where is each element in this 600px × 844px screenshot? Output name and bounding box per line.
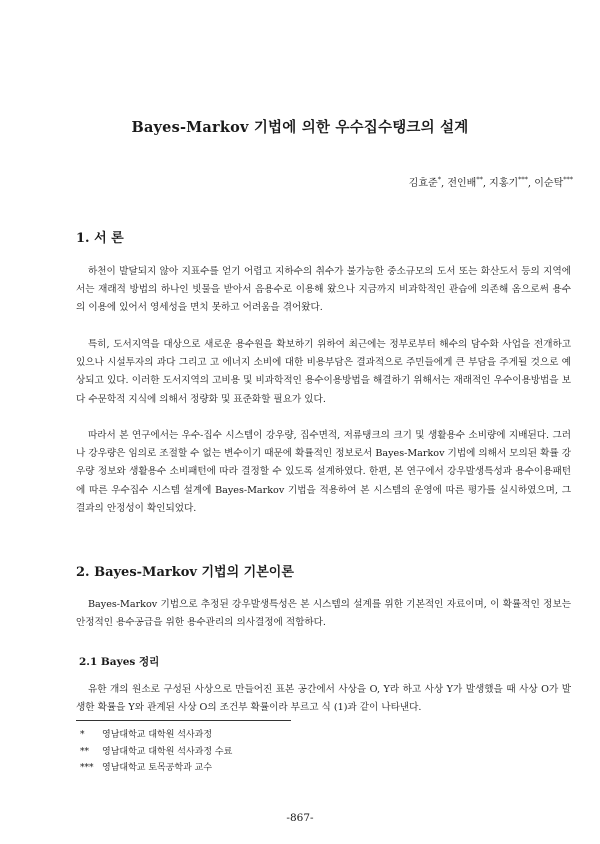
footnote-mark: ***	[80, 763, 94, 773]
author-list: 김효준*, 전인배**, 지홍기***, 이순탁***	[408, 175, 573, 189]
subsection-heading: 2.1 Bayes 정리	[79, 656, 160, 668]
author-mark: *	[437, 175, 441, 184]
footnote	[80, 760, 232, 777]
section-heading: 1. 서 론	[76, 231, 124, 246]
footnotes	[80, 727, 232, 777]
author-mark: **	[476, 175, 483, 184]
body-paragraph: 하천이 발달되지 않아 지표수를 얻기 어렵고 지하수의 취수가 불가능한 중소규모의 도서 또는 화산도서 등의 지역에서는 재래적 방법의 하나인 빗물을 받아서 음용수로 이용해 왔으나 지금까지 비과학적인 관습에 의존해 옴으로써 용수의 이용에 있어서 영세성을 면치 못하고 어려움을 겪어왔다.	[76, 266, 571, 314]
author-name: 전인배	[447, 178, 477, 189]
footnote-mark: **	[80, 746, 89, 757]
footnote-text: 영남대학교 토목공학과 교수	[102, 763, 213, 773]
page-number: -867-	[286, 812, 314, 824]
footnote	[80, 727, 232, 744]
footnote-text: 영남대학교 대학원 석사과정 수료	[102, 746, 233, 757]
author-mark: ***	[518, 175, 528, 184]
author-name: 이순탁	[534, 178, 564, 189]
footnote-mark: *	[80, 730, 85, 740]
body-paragraph: 유한 개의 원소로 구성된 사상으로 만들어진 표본 공간에서 사상을 O, Y라 하고 사상 Y가 발생했을 때 사상 O가 발생한 확률을 Y와 관계된 사상 O의 조건부 확률이라 부르고 식 (1)과 같이 나타낸다.	[76, 684, 571, 714]
footnote-text: 영남대학교 대학원 석사과정	[102, 730, 213, 740]
author-name: 김효준	[408, 178, 438, 189]
author-mark: ***	[563, 175, 573, 184]
paper-title: Bayes-Markov 기법에 의한 우수집수탱크의 설계	[131, 119, 469, 136]
body-paragraph: 따라서 본 연구에서는 우수-집수 시스템이 강우량, 집수면적, 저류탱크의 크기 및 생활용수 소비량에 지배된다. 그러나 강우량은 임의로 조절할 수 없는 변수이기 때문에 확률적인 정보로서 Bayes-Markov 기법에 의해서 모의된 확률 강우량 정보와 생활용수 소비패턴에 따라 결정할 수 있도록 설계하였다. 한편, 본 연구에서 강우발생특성과 용수이용패턴에 따른 우수집수 시스템 설계에 Bayes-Markov 기법을 적용하여 본 시스템의 운영에 따른 평가를 실시하였으며, 그 결과의 안정성이 확인되었다.	[76, 430, 571, 514]
footnote-divider	[76, 720, 291, 721]
author-name: 지홍기	[489, 178, 519, 189]
body-paragraph: Bayes-Markov 기법으로 추정된 강우발생특성은 본 시스템의 설계를 위한 기본적인 자료이며, 이 확률적인 정보는 안정적인 용수공급을 위한 용수관리의 의사결정에 적합하다.	[76, 599, 571, 629]
body-paragraph: 특히, 도서지역을 대상으로 새로운 용수원을 확보하기 위하여 최근에는 정부로부터 해수의 담수화 사업을 전개하고 있으나 시설투자의 과다 그리고 고 에너지 소비에 대한 비용부담은 결과적으로 주민들에게 큰 부담을 주게될 것으로 예상되고 있다. 이러한 도서지역의 고비용 및 비과학적인 용수이용방법을 해결하기 위해서는 재래적인 우수이용방법을 보다 수문학적 지식에 의해서 정량화 및 표준화할 필요가 있다.	[76, 339, 571, 405]
footnote	[80, 744, 232, 761]
section-heading: 2. Bayes-Markov 기법의 기본이론	[76, 565, 294, 580]
